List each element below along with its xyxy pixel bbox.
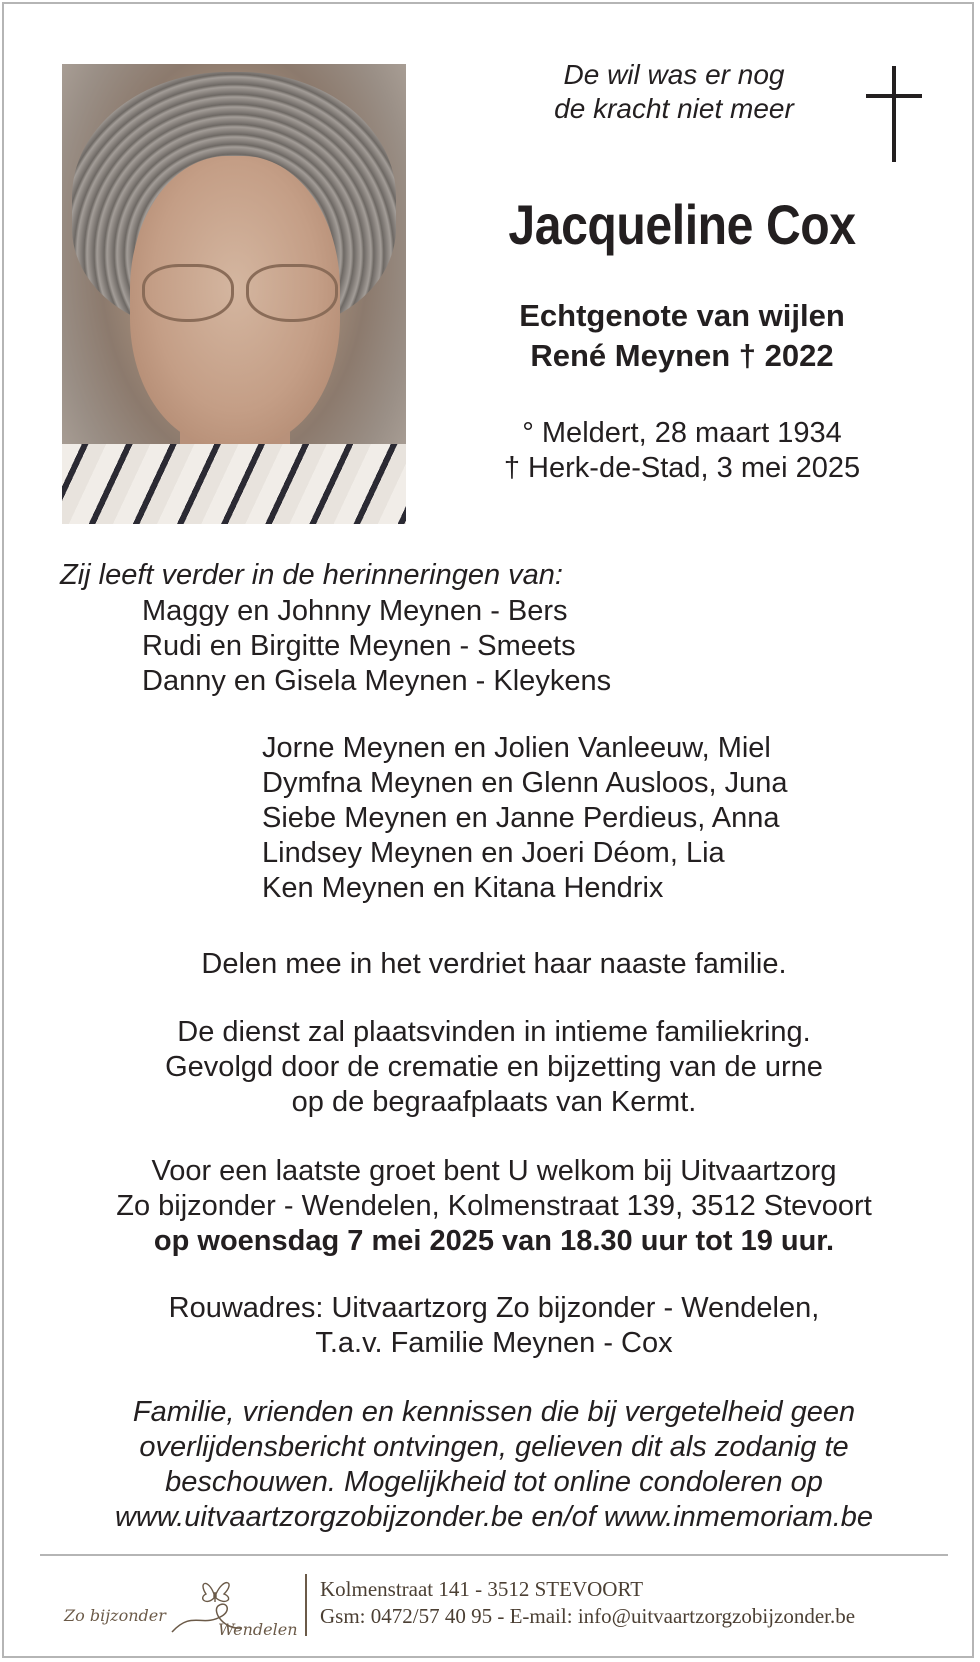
notice-text — [44, 1395, 944, 1535]
portrait-glasses-right — [246, 264, 338, 322]
motto-line: de kracht niet meer — [554, 93, 794, 124]
footer-contact — [320, 1576, 855, 1630]
obituary-card — [2, 2, 974, 1658]
footer-divider — [40, 1554, 948, 1556]
list-item: Maggy en Johnny Meynen - Bers — [142, 595, 568, 627]
notice-line: overlijdensbericht ontvingen, gelieven dit als zodanig te — [139, 1431, 849, 1463]
portrait-photo — [62, 64, 406, 524]
portrait-collar — [62, 444, 406, 524]
spouse-line: Echtgenote van wijlen — [519, 298, 845, 333]
life-dates — [444, 416, 920, 486]
greeting-line: Zo bijzonder - Wendelen, Kolmenstraat 139, 3512 Stevoort — [116, 1190, 872, 1222]
logo-text-left: Zo bijzonder — [64, 1606, 166, 1625]
logo-text-right: Wendelen — [218, 1620, 298, 1639]
list-item: Siebe Meynen en Janne Perdieus, Anna — [262, 802, 780, 834]
greeting-line: Voor een laatste groet bent U welkom bij Uitvaartzorg — [151, 1155, 837, 1187]
list-item: Ken Meynen en Kitana Hendrix — [262, 872, 664, 904]
list-item: Lindsey Meynen en Joeri Déom, Lia — [262, 837, 725, 869]
death-date: † Herk-de-Stad, 3 mei 2025 — [503, 452, 861, 484]
contact-phone-email: Gsm: 0472/57 40 95 - E-mail: info@uitvaartzorgzobijzonder.be — [320, 1604, 856, 1628]
list-item: Jorne Meynen en Jolien Vanleeuw, Miel — [262, 732, 771, 764]
notice-line: www.uitvaartzorgzobijzonder.be en/of www.inmemoriam.be — [114, 1501, 874, 1533]
list-item: Danny en Gisela Meynen - Kleykens — [142, 665, 612, 697]
motto-line: De wil was er nog — [563, 59, 785, 90]
address-line: Rouwadres: Uitvaartzorg Zo bijzonder - Wendelen, — [168, 1292, 820, 1324]
spouse-info — [444, 296, 920, 376]
grandchildren-list — [262, 731, 788, 906]
footer-vertical-divider — [305, 1574, 307, 1636]
share-line: Delen mee in het verdriet haar naaste familie. — [201, 948, 787, 980]
contact-address: Kolmenstraat 141 - 3512 STEVOORT — [320, 1577, 644, 1601]
list-item: Rudi en Birgitte Meynen - Smeets — [142, 630, 576, 662]
spouse-line: René Meynen † 2022 — [530, 338, 834, 373]
notice-line: beschouwen. Mogelijkheid tot online condoleren op — [165, 1466, 823, 1498]
mourning-address — [44, 1291, 944, 1361]
notice-line: Familie, vrienden en kennissen die bij vergetelheid geen — [132, 1396, 856, 1428]
service-line: Gevolgd door de crematie en bijzetting van de urne — [165, 1051, 823, 1083]
address-line: T.a.v. Familie Meynen - Cox — [315, 1327, 673, 1359]
list-item: Dymfna Meynen en Glenn Ausloos, Juna — [262, 767, 788, 799]
deceased-name: Jacqueline Cox — [508, 193, 856, 256]
portrait-glasses-left — [142, 264, 234, 322]
cross-icon — [866, 66, 926, 162]
birth-date: ° Meldert, 28 maart 1934 — [522, 417, 842, 449]
farewell-greeting — [44, 1154, 944, 1259]
service-line: op de begraafplaats van Kermt. — [291, 1086, 697, 1118]
motto — [504, 58, 844, 126]
funeral-home-logo — [62, 1570, 302, 1640]
service-line: De dienst zal plaatsvinden in intieme familiekring. — [177, 1016, 811, 1048]
survivors-intro: Zij leeft verder in de herinneringen van: — [60, 559, 563, 591]
children-list — [142, 594, 611, 699]
service-info — [44, 1015, 944, 1120]
greeting-time: op woensdag 7 mei 2025 van 18.30 uur tot 19 uur. — [153, 1225, 835, 1257]
